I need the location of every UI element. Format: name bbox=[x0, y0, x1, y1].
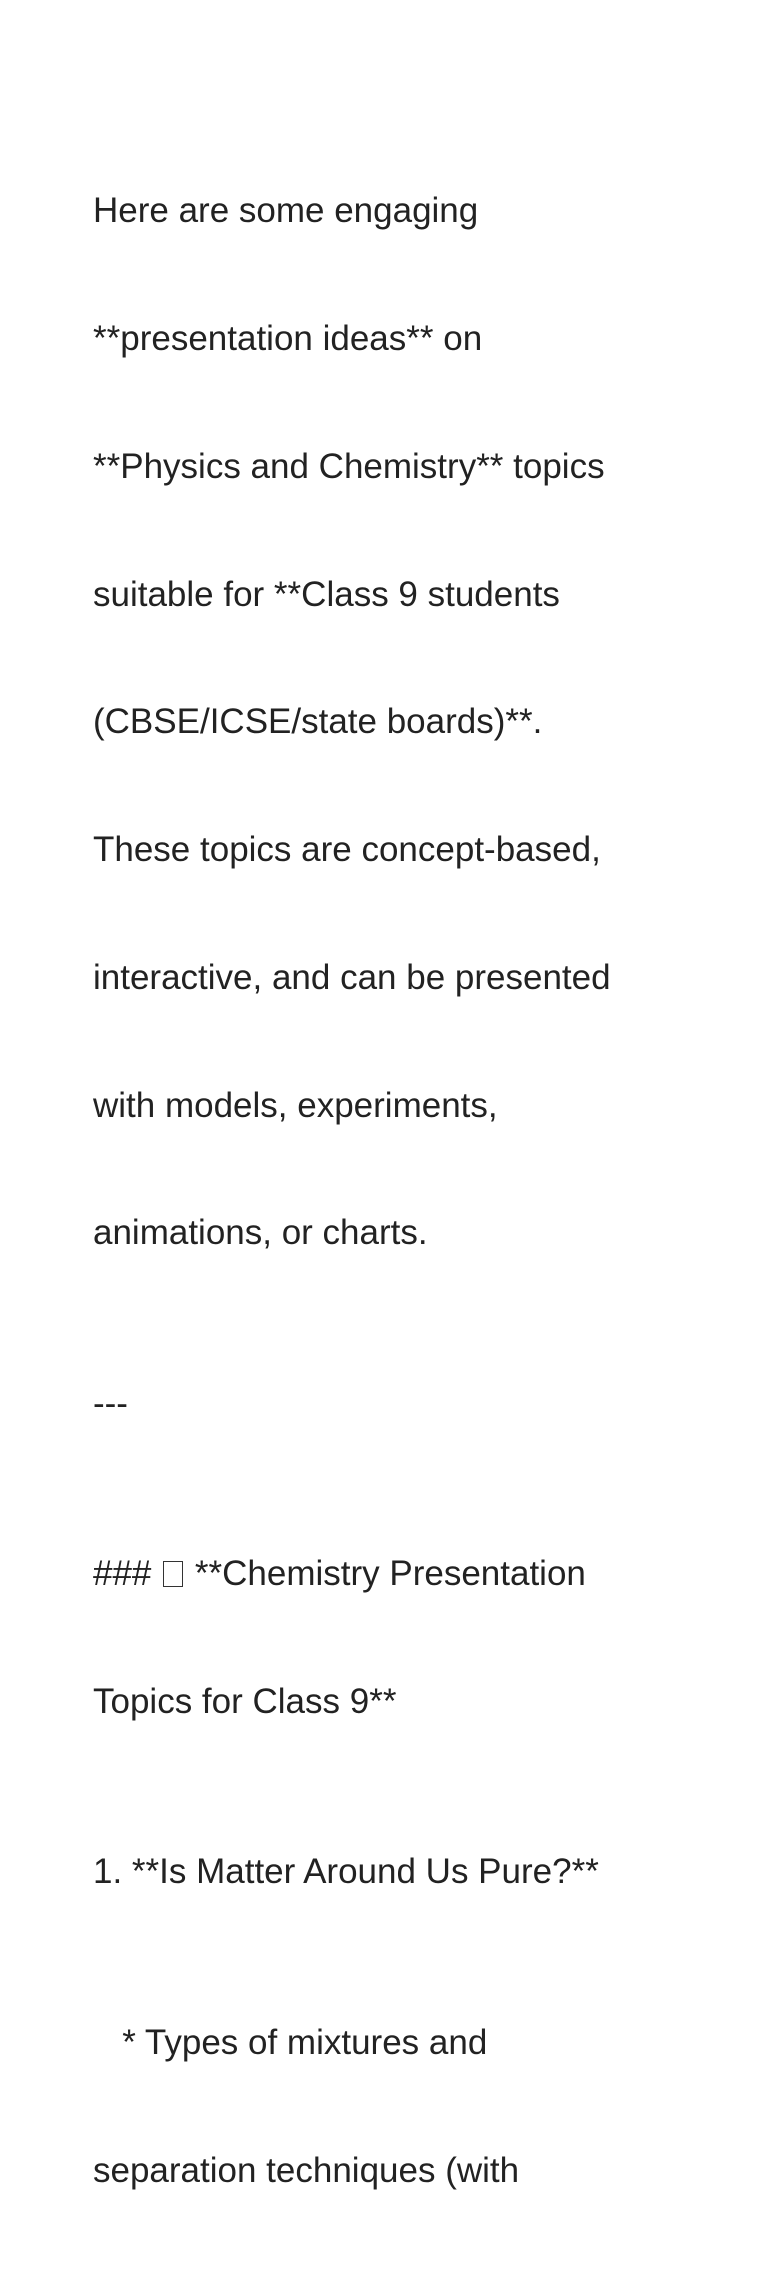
intro-paragraph bbox=[93, 105, 693, 1340]
blank-line bbox=[93, 1425, 693, 1468]
blank-line bbox=[93, 1894, 693, 1937]
list-item-bullet bbox=[93, 1937, 693, 2277]
heading-prefix: ### bbox=[93, 1554, 152, 1594]
intro-line: These topics are concept-based, bbox=[93, 830, 601, 870]
intro-line: **presentation ideas** on bbox=[93, 318, 483, 358]
bullet-line: * Types of mixtures and bbox=[93, 2022, 488, 2062]
intro-line: **Physics and Chemistry** topics bbox=[93, 446, 605, 486]
intro-line: interactive, and can be presented bbox=[93, 957, 611, 997]
intro-line: animations, or charts. bbox=[93, 1213, 428, 1253]
intro-line: (CBSE/ICSE/state boards)**. bbox=[93, 702, 543, 742]
section-heading-line: Topics for Class 9** bbox=[93, 1681, 397, 1721]
intro-line: suitable for **Class 9 students bbox=[93, 574, 560, 614]
heading-text: **Chemistry Presentation bbox=[194, 1554, 586, 1594]
intro-line: Here are some engaging bbox=[93, 191, 479, 231]
separator: --- bbox=[93, 1383, 128, 1423]
missing-glyph-icon bbox=[163, 1561, 183, 1587]
list-item-title: 1. **Is Matter Around Us Pure?** bbox=[93, 1852, 599, 1892]
bullet-line: separation techniques (with bbox=[93, 2150, 520, 2190]
blank-line bbox=[93, 1809, 693, 1852]
intro-line: with models, experiments, bbox=[93, 1085, 498, 1125]
document-page bbox=[93, 105, 693, 2277]
section-heading-line bbox=[93, 1553, 693, 1596]
section-heading bbox=[93, 1468, 693, 1809]
blank-line bbox=[93, 1340, 693, 1383]
